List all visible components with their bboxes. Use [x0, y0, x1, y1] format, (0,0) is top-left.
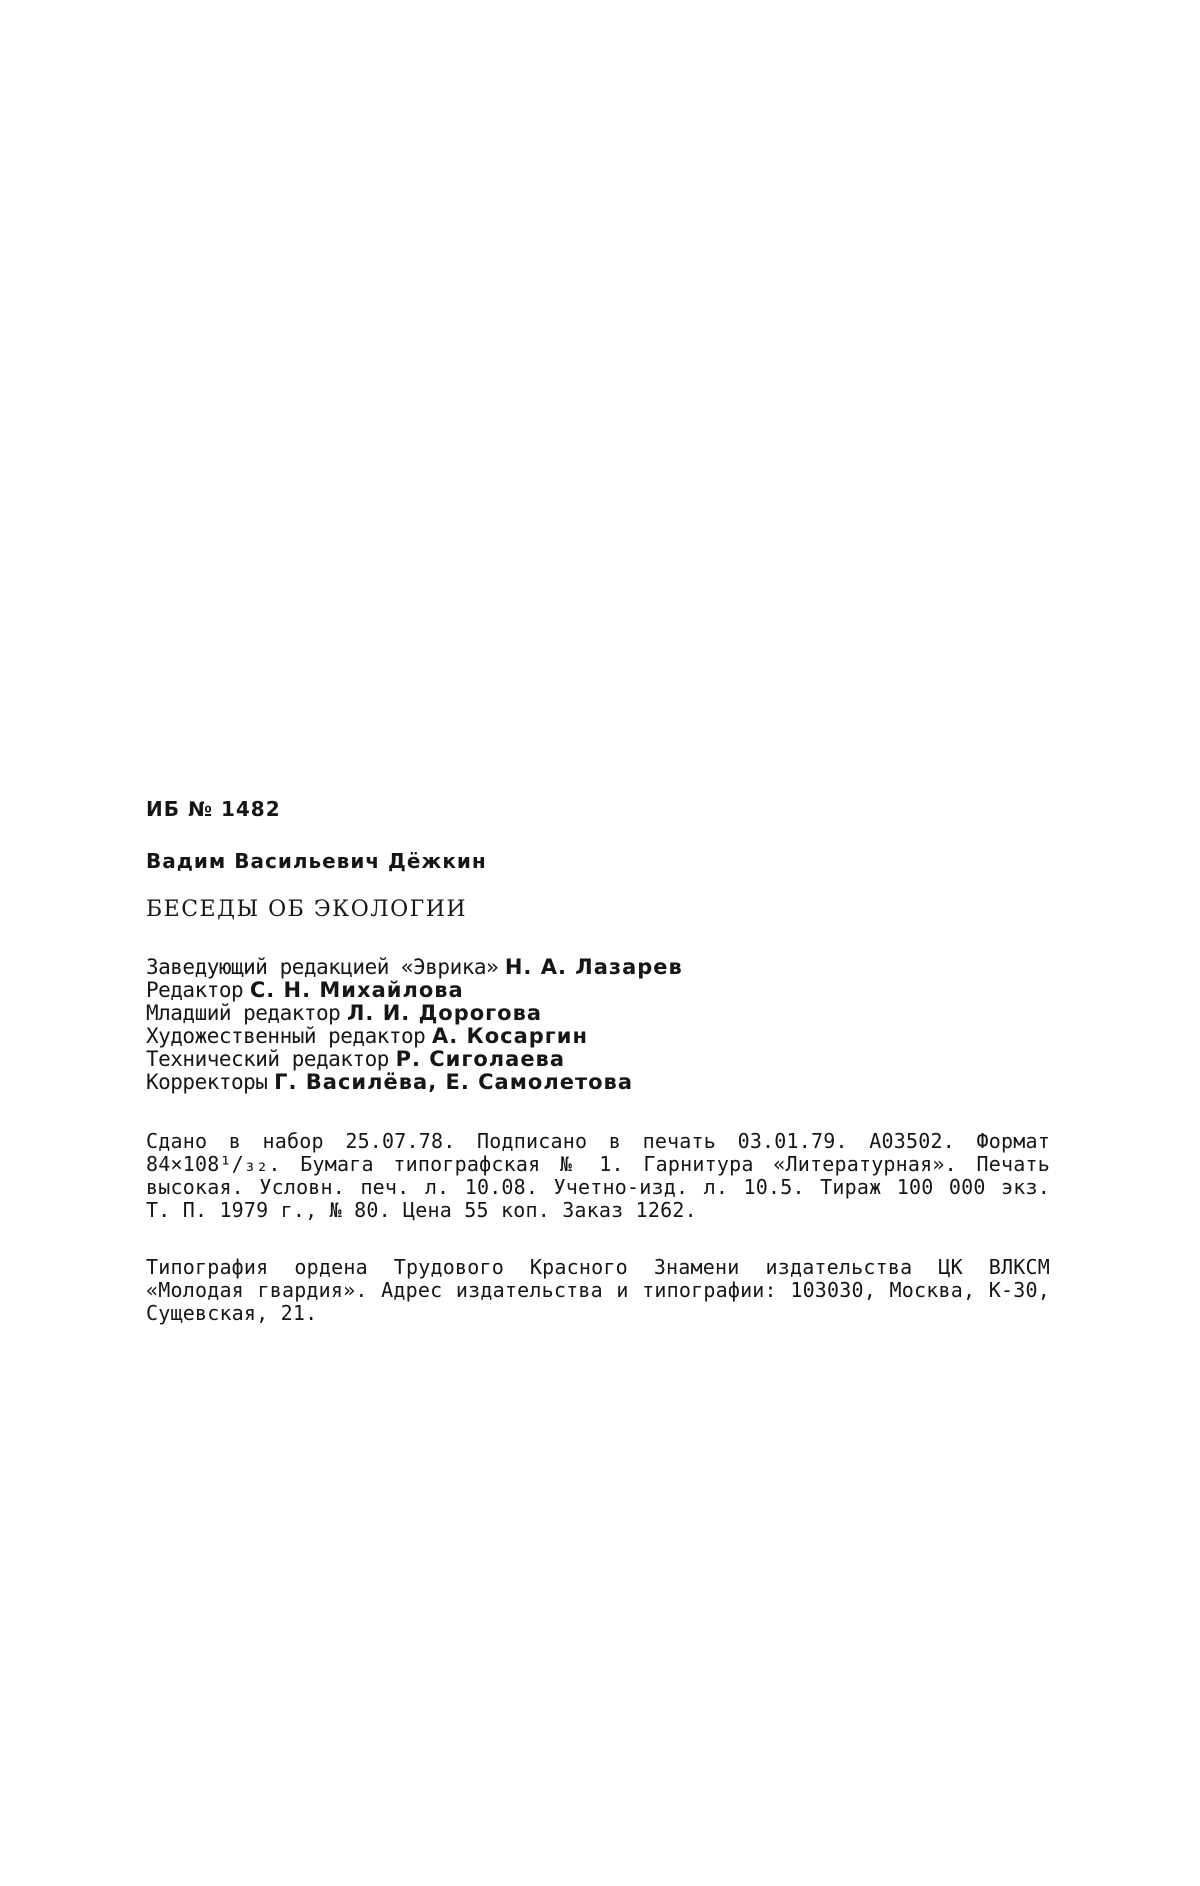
- staff-role: Технический редактор: [146, 1047, 389, 1071]
- staff-line-technical-editor: [146, 1048, 1050, 1071]
- staff-person: Н. А. Лазарев: [504, 955, 683, 979]
- printer-details: Типография ордена Трудового Красного Знамени издательства ЦК ВЛКСМ «Молодая гвардия». Адрес издательства и типографии: 103030, Москва, К-30, Сущевская, 21.: [146, 1255, 1050, 1325]
- staff-person: С. Н. Михайлова: [249, 978, 464, 1002]
- colophon: [146, 796, 1050, 1325]
- author-name: Вадим Васильевич Дёжкин: [146, 849, 487, 873]
- staff-line-junior-editor: [146, 1002, 1050, 1025]
- staff-role: Заведующий редакцией «Эврика»: [146, 955, 499, 979]
- staff-line-editor: [146, 979, 1050, 1002]
- staff-role: Редактор: [146, 978, 244, 1002]
- staff-person: А. Косаргин: [431, 1024, 588, 1048]
- book-title: БЕСЕДЫ ОБ ЭКОЛОГИИ: [146, 897, 468, 922]
- staff-role: Художественный редактор: [146, 1024, 426, 1048]
- staff-line-art-editor: [146, 1025, 1050, 1048]
- staff-person: Л. И. Дорогова: [346, 1001, 543, 1025]
- staff-person: Р. Сиголаева: [395, 1047, 566, 1071]
- editorial-staff: [146, 956, 1050, 1094]
- staff-line-head-editor: [146, 956, 1050, 979]
- staff-role: Младший редактор: [146, 1001, 341, 1025]
- imprint-details: Сдано в набор 25.07.78. Подписано в печать 03.01.79. А03502. Формат 84×108¹/₃₂. Бумага типографская № 1. Гарнитура «Литературная». Печать высокая. Условн. печ. л. 10.08. Учетно-изд. л. 10.5. Тираж 100 000 экз. Т. П. 1979 г., № 80. Цена 55 коп. Заказ 1262.: [146, 1129, 1050, 1222]
- staff-role: Корректоры: [146, 1070, 268, 1094]
- ib-number: ИБ № 1482: [146, 797, 281, 821]
- staff-line-proofreaders: [146, 1071, 1050, 1094]
- staff-person: Г. Василёва, Е. Самолетова: [274, 1070, 633, 1094]
